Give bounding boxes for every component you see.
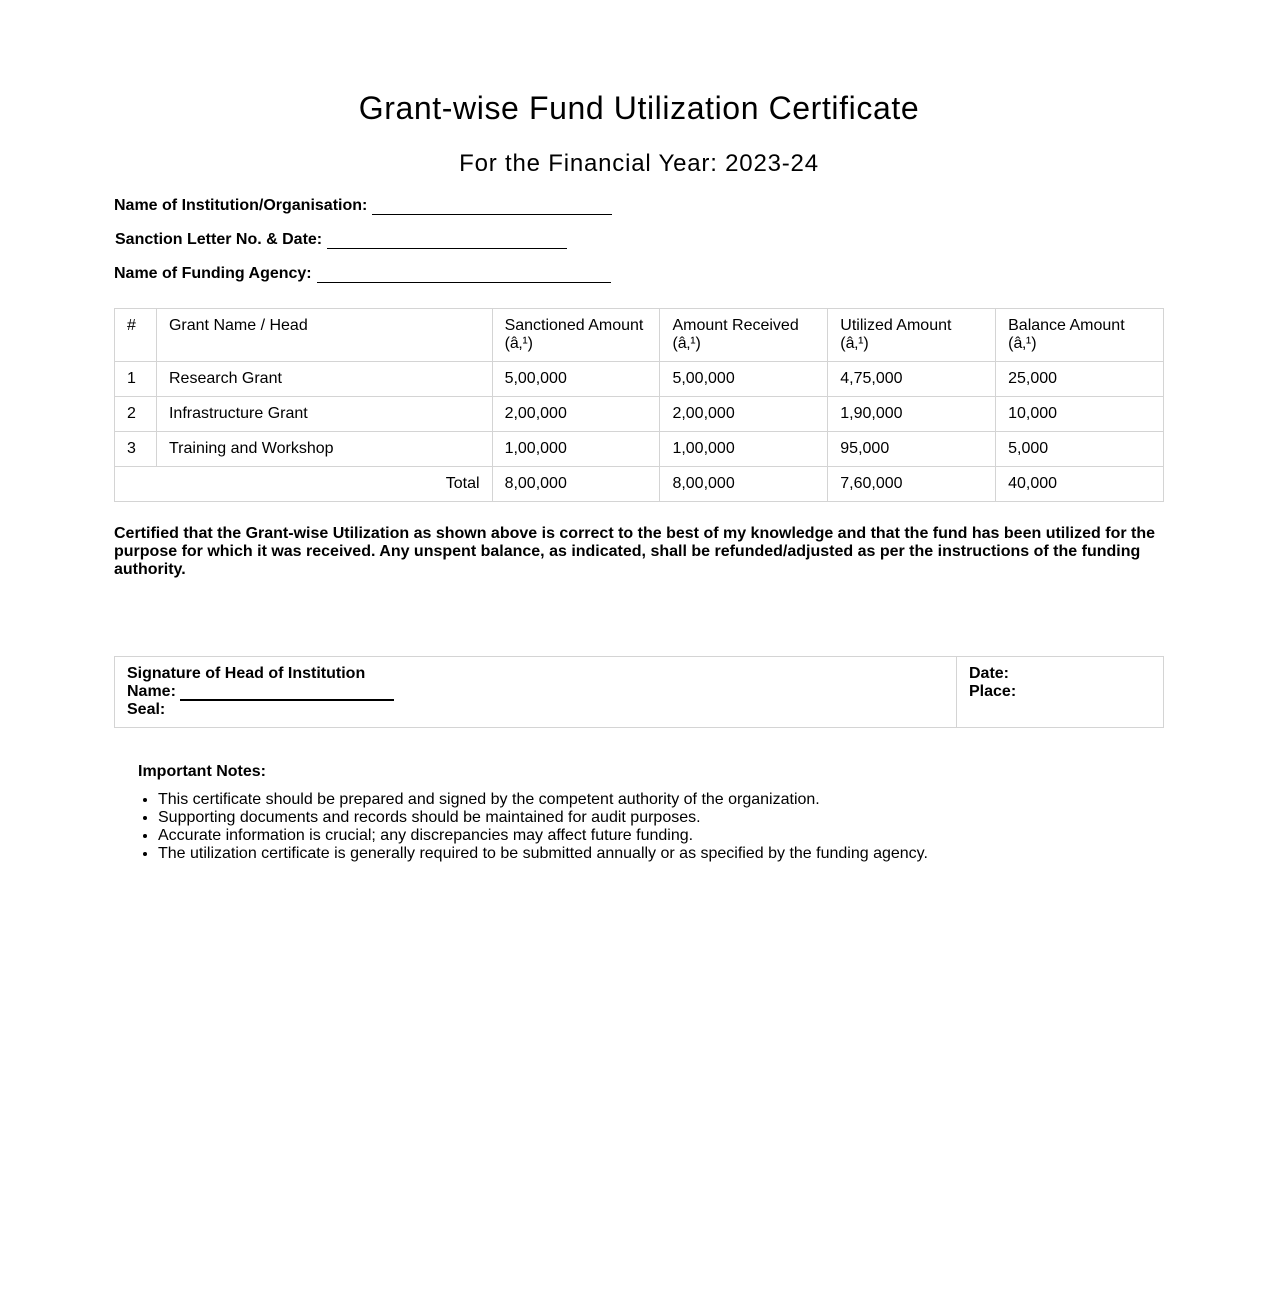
certification-statement: Certified that the Grant-wise Utilization as shown above is correct to the best of my knowledge and that the fund has been utilized for the purpose for which it was received. Any unspent balance, as indicated, shall be refunded/adjusted as per the instructions of the funding authority. (114, 525, 1156, 578)
header-sanctioned-unit: (â‚¹) (504, 335, 533, 352)
row-index: 2 (115, 397, 157, 432)
row-sanctioned: 1,00,000 (492, 432, 660, 467)
header-received (660, 309, 828, 362)
row-balance: 25,000 (996, 362, 1164, 397)
note-item: • Supporting documents and records should be maintained for audit purposes. (158, 809, 1138, 827)
note-item: • The utilization certificate is generally required to be submitted annually or as specified by the funding agency. (158, 845, 1138, 863)
row-received: 1,00,000 (660, 432, 828, 467)
signature-name-label: Name: (127, 683, 176, 700)
row-grant-name: Infrastructure Grant (156, 397, 492, 432)
signature-date-label: Date: (969, 665, 1010, 682)
row-grant-name: Training and Workshop (156, 432, 492, 467)
sanction-label: Sanction Letter No. & Date: (115, 231, 323, 248)
header-sanctioned (492, 309, 660, 362)
row-index: 3 (115, 432, 157, 467)
header-index: # (115, 309, 157, 362)
note-item: • Accurate information is crucial; any discrepancies may affect future funding. (158, 827, 1138, 845)
header-utilized-unit: (â‚¹) (840, 335, 869, 352)
row-received: 2,00,000 (660, 397, 828, 432)
header-received-label: Amount Received (672, 317, 799, 334)
header-balance (996, 309, 1164, 362)
header-utilized-label: Utilized Amount (840, 317, 952, 334)
header-utilized (828, 309, 996, 362)
row-received: 5,00,000 (660, 362, 828, 397)
signature-seal-label: Seal: (127, 701, 166, 718)
header-balance-label: Balance Amount (1008, 317, 1125, 334)
signature-right-cell (957, 657, 1164, 728)
notes-list (138, 791, 1138, 863)
row-utilized: 1,90,000 (828, 397, 996, 432)
row-balance: 5,000 (996, 432, 1164, 467)
sanction-field (115, 231, 567, 249)
total-balance: 40,000 (996, 467, 1164, 502)
table-row (115, 362, 1164, 397)
sanction-blank-line (327, 234, 567, 249)
signature-place-label: Place: (969, 683, 1017, 700)
row-utilized: 4,75,000 (828, 362, 996, 397)
institution-blank-line (372, 200, 612, 215)
row-index: 1 (115, 362, 157, 397)
agency-field (114, 265, 611, 283)
note-item: • This certificate should be prepared and signed by the competent authority of the organization. (158, 791, 1138, 809)
institution-label: Name of Institution/Organisation: (114, 197, 368, 214)
financial-year-subtitle: For the Financial Year: 2023-24 (459, 150, 819, 177)
institution-field (114, 197, 612, 215)
row-sanctioned: 5,00,000 (492, 362, 660, 397)
row-grant-name: Research Grant (156, 362, 492, 397)
important-notes (138, 763, 1138, 863)
row-utilized: 95,000 (828, 432, 996, 467)
grant-table (114, 308, 1164, 502)
total-received: 8,00,000 (660, 467, 828, 502)
row-balance: 10,000 (996, 397, 1164, 432)
total-label: Total (115, 467, 493, 502)
page-title: Grant-wise Fund Utilization Certificate (358, 90, 920, 126)
agency-label: Name of Funding Agency: (114, 265, 312, 282)
header-grant-name: Grant Name / Head (156, 309, 492, 362)
table-header-row (115, 309, 1164, 362)
signature-name-row (127, 683, 944, 701)
row-sanctioned: 2,00,000 (492, 397, 660, 432)
signature-left-cell (115, 657, 957, 728)
agency-blank-line (317, 268, 611, 283)
signature-heading: Signature of Head of Institution (127, 665, 366, 682)
table-total-row (115, 467, 1164, 502)
signature-name-line (180, 685, 394, 701)
header-sanctioned-label: Sanctioned Amount (504, 317, 644, 334)
table-row (115, 397, 1164, 432)
signature-block (114, 656, 1164, 728)
notes-title: Important Notes: (138, 763, 266, 780)
table-row (115, 432, 1164, 467)
header-balance-unit: (â‚¹) (1008, 335, 1037, 352)
total-sanctioned: 8,00,000 (492, 467, 660, 502)
header-received-unit: (â‚¹) (672, 335, 701, 352)
total-utilized: 7,60,000 (828, 467, 996, 502)
